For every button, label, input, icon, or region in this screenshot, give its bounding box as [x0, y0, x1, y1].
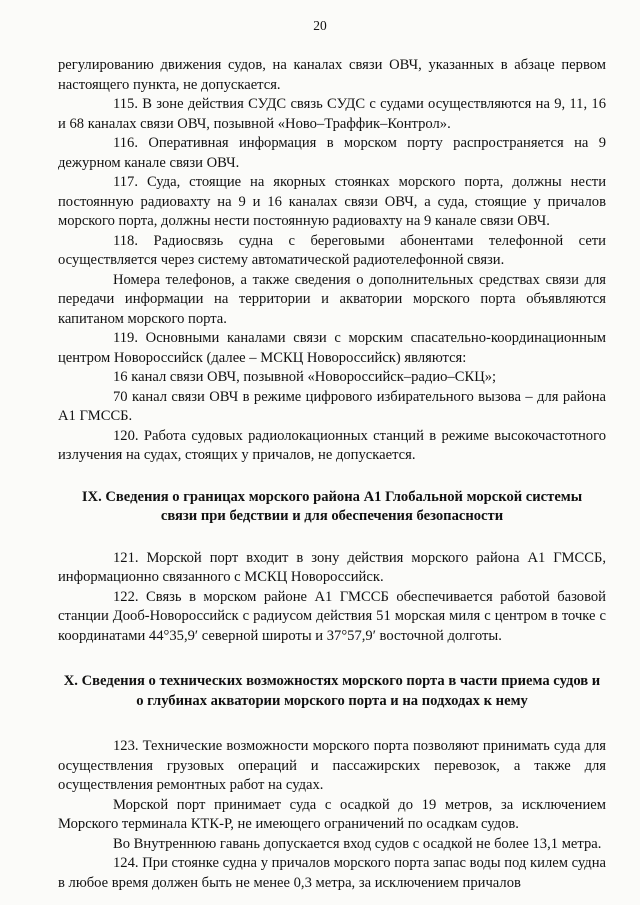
- paragraph-120: 120. Работа судовых радиолокационных станций в режиме высокочастотного излучения на судах, стоящих у причалов, не допускается.: [58, 427, 606, 463]
- paragraph: Во Внутреннюю гавань допускается вход судов с осадкой не более 13,1 метра.: [113, 835, 602, 852]
- document-body: [58, 56, 606, 893]
- paragraph: 70 канал связи ОВЧ в режиме цифрового избирательного вызова – для района А1 ГМССБ.: [58, 388, 606, 424]
- spacer: [58, 711, 606, 737]
- paragraph: Морской порт принимает суда с осадкой до 19 метров, за исключением Морского терминала КТК-Р, не имеющего ограничений по осадкам судов.: [58, 796, 606, 832]
- paragraph-121: 121. Морской порт входит в зону действия морского района А1 ГМССБ, информационно связанного с МСКЦ Новороссийск.: [58, 549, 606, 585]
- paragraph-118: 118. Радиосвязь судна с береговыми абонентами телефонной сети осуществляется через систему автоматической радиотелефонной связи.: [58, 232, 606, 268]
- paragraph-122: 122. Связь в морском районе А1 ГМССБ обеспечивается работой базовой станции Дооб-Новороссийск с радиусом действия 51 морская миля с центром в точке с координатами 44°35,9′ северной широты и 37°57,9′ восточной долготы.: [58, 588, 606, 644]
- spacer: [58, 646, 606, 672]
- section-heading-ix: IX. Сведения о границах морского района А1 Глобальной морской системы связи при бедствии и для обеспечения безопасности: [81, 488, 583, 524]
- paragraph-123: 123. Технические возможности морского порта позволяют принимать суда для осуществления грузовых операций и пассажирских перевозок, а также для осуществления ремонтных работ на судах.: [58, 738, 606, 793]
- paragraph: Номера телефонов, а также сведения о дополнительных средствах связи для передачи информации на территории и акватории морского порта объявляются капитаном морского порта.: [58, 271, 606, 327]
- section-heading-x: X. Сведения о технических возможностях морского порта в части приема судов и о глубинах акватории морского порта и на подходах к нему: [63, 673, 601, 709]
- paragraph-116: 116. Оперативная информация в морском порту распространяется на 9 дежурном канале связи ОВЧ.: [58, 135, 606, 171]
- paragraph-124: 124. При стоянке судна у причалов морского порта запас воды под килем судна в любое время должен быть не менее 0,3 метра, за исключением причалов: [58, 855, 606, 891]
- page-number: 20: [313, 18, 327, 33]
- spacer: [58, 466, 606, 488]
- paragraph-115: 115. В зоне действия СУДС связь СУДС с судами осуществляются на 9, 11, 16 и 68 каналах связи ОВЧ, позывной «Ново–Траффик–Контрол».: [58, 96, 606, 132]
- paragraph-119: 119. Основными каналами связи с морским спасательно-координационным центром Новороссийск (далее – МСКЦ Новороссийск) являются:: [58, 330, 606, 366]
- paragraph: 16 канал связи ОВЧ, позывной «Новороссийск–радио–СКЦ»;: [113, 369, 497, 385]
- paragraph: регулированию движения судов, на каналах связи ОВЧ, указанных в абзаце первом настоящего пункта, не допускается.: [58, 57, 606, 93]
- paragraph-117: 117. Суда, стоящие на якорных стоянках морского порта, должны нести постоянную радиовахту на 9 и 16 каналах связи ОВЧ, а суда, стоящие у причалов морского порта, должны нести постоянную радиовахту на 9 канале связи ОВЧ.: [58, 174, 606, 229]
- spacer: [58, 527, 606, 549]
